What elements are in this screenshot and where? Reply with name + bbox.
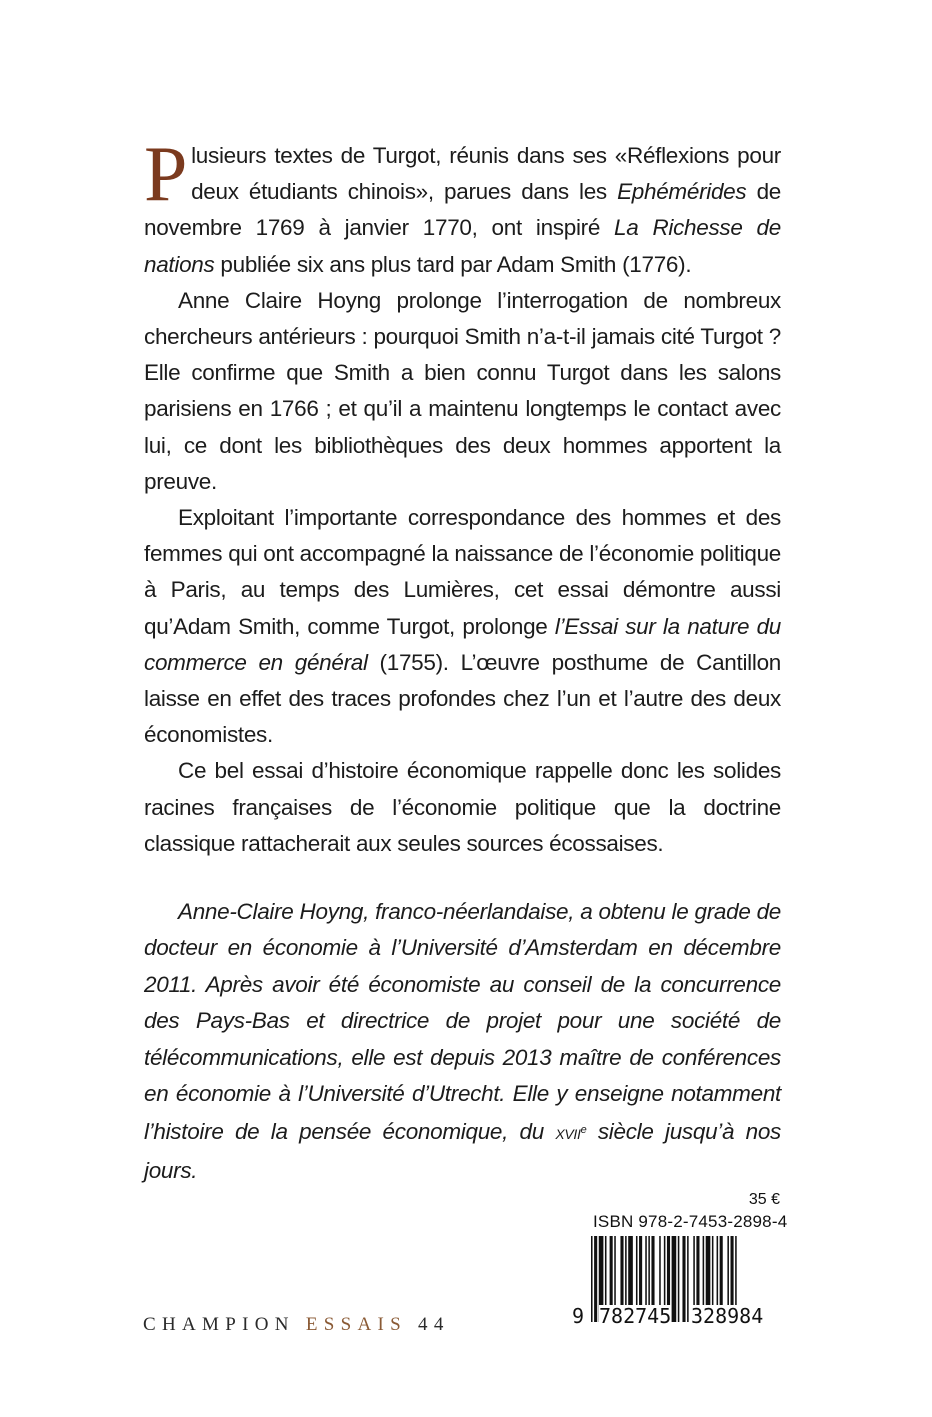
barcode-bar — [672, 1236, 677, 1322]
isbn-label: ISBN 978-2-7453-2898-4 — [593, 1212, 788, 1231]
barcode-first-digit: 9 — [572, 1304, 585, 1328]
paragraph-3-title-essai: l’Essai sur la nature du commerce en général — [144, 613, 782, 675]
barcode-digits-group-1: 782745 — [599, 1304, 672, 1328]
author-bio-text-end: siècle jusqu’à nos jours. — [144, 1119, 781, 1183]
series-number: 44 — [418, 1314, 450, 1335]
back-cover-description — [144, 130, 782, 862]
barcode-bar — [682, 1236, 685, 1322]
barcode-bar — [594, 1236, 597, 1322]
publisher-name: CHAMPION — [143, 1314, 295, 1335]
paragraph-1-text-end: publiée six ans plus tard par Adam Smith (1776). — [214, 251, 692, 277]
barcode-digits-group-2: 328984 — [691, 1304, 764, 1328]
author-bio-paragraph — [144, 894, 781, 1189]
paragraph-1-text: lusieurs textes de Turgot, réunis dans ses «Réflexions pour deux étudiants chinois», parues dans les — [191, 143, 781, 205]
barcode-bar — [678, 1236, 680, 1322]
paragraph-4: Ce bel essai d’histoire économique rappelle donc les solides racines françaises de l’économie politique que la doctrine classique rattacherait aux seules sources écossaises. — [144, 758, 781, 856]
paragraph-1-title-ephemerides: Ephémérides — [617, 179, 747, 205]
collection-name: ESSAIS — [305, 1314, 407, 1335]
author-bio-text: Anne-Claire Hoyng, franco-néerlandaise, a obtenu le grade de docteur en économie à l’Université d’Amsterdam en décembre 2011. Après avoir été économiste au conseil de la concurrence des Pays-Bas et directrice de projet pour une société de télécommunications, elle est depuis 2013 maître de conférences en économie à l’Université d’Utrecht. Elle y enseigne notamment l’histoire de la pensée économique, du — [144, 899, 781, 1145]
paragraph-3 — [144, 500, 781, 753]
price: 35 € — [748, 1191, 780, 1208]
paragraph-3-text-end: (1755). L’œuvre posthume de Cantillon laisse en effet des traces profondes chez l’un et l’autre des deux économistes. — [144, 649, 781, 748]
century-numeral: XVII — [555, 1126, 581, 1143]
paragraph-3-text: Exploitant l’importante correspondance des hommes et des femmes qui ont accompagné la naissance de l’économie politique à Paris, au temps des Lumières, cet essai démontre aussi qu’Adam Smith, comme Turgot, prolonge — [144, 505, 781, 639]
paragraph-2: Anne Claire Hoyng prolonge l’interrogation de nombreux chercheurs antérieurs : pourquoi Smith n’a-t-il jamais cité Turgot ? Elle confirme que Smith a bien connu Turgot dans les salons parisiens en 1766 ; et qu’il a maintenu longtemps le contact avec lui, ce dont les bibliothèques des deux hommes apportent la preuve. — [144, 287, 781, 494]
series-imprint — [143, 1314, 450, 1336]
barcode-bar — [687, 1236, 689, 1322]
drop-cap: P — [144, 130, 188, 217]
paragraph-1 — [144, 130, 781, 283]
barcode-bar — [591, 1236, 593, 1322]
century-superscript: e — [580, 1124, 587, 1137]
paragraph-1-title-richesse: La Richesse de nations — [144, 215, 781, 277]
author-bio — [144, 894, 781, 1189]
paragraph-1-text-mid: de novembre 1769 à janvier 1770, ont inspiré — [144, 179, 781, 241]
